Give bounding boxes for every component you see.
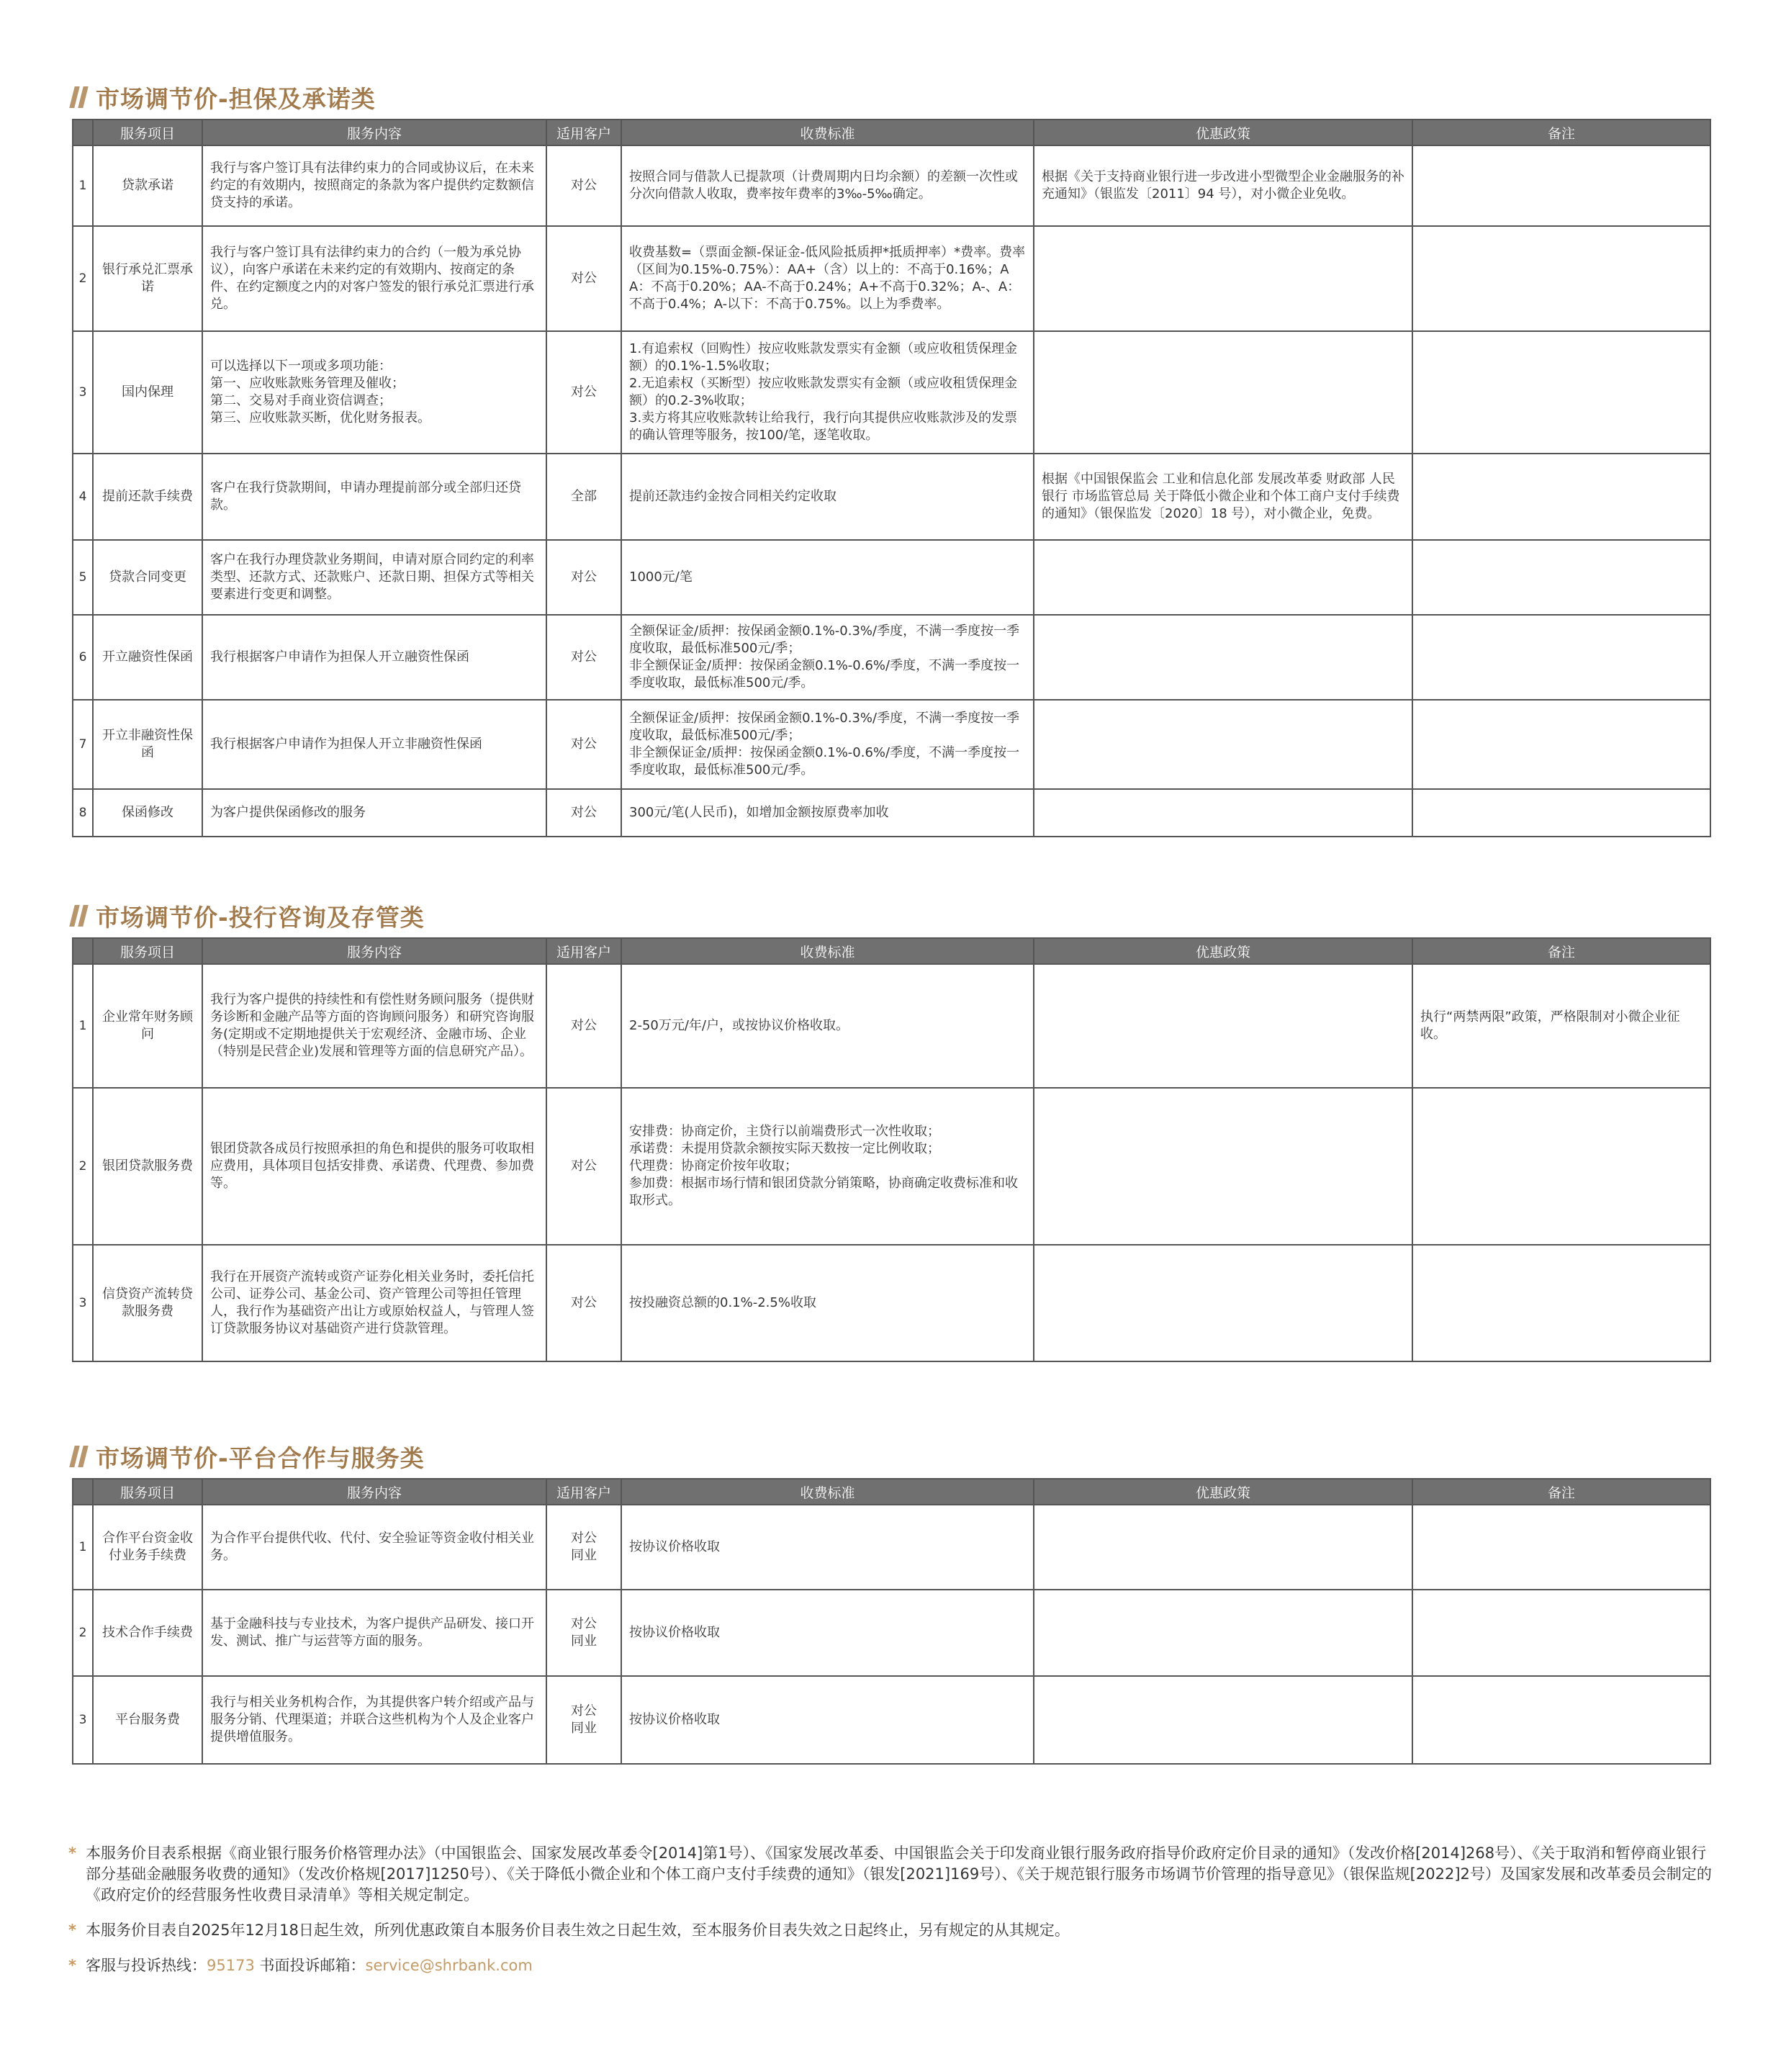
complaint-email[interactable]: service@shrbank.com bbox=[365, 1957, 533, 1974]
table-row bbox=[73, 615, 1710, 700]
service-item: 信贷资产流转贷款服务费 bbox=[93, 1245, 202, 1361]
discount-policy bbox=[1034, 789, 1412, 837]
row-number: 1 bbox=[73, 1505, 93, 1590]
header-fee-standard: 收费标准 bbox=[621, 1479, 1034, 1505]
service-content: 我行在开展资产流转或资产证券化相关业务时，委托信托公司、证券公司、基金公司、资产管理公司等担任管理人，我行作为基础资产出让方或原始权益人，与管理人签订贷款服务协议对基础资产进行贷款管理。 bbox=[202, 1245, 546, 1361]
footnote-contact bbox=[68, 1955, 1713, 1976]
client-type: 对公 bbox=[546, 540, 621, 615]
section-title-text: 市场调节价-投行咨询及存管类 bbox=[96, 903, 425, 932]
service-content: 我行与相关业务机构合作，为其提供客户转介绍或产品与服务分销、代理渠道；并联合这些机构为个人及企业客户提供增值服务。 bbox=[202, 1676, 546, 1764]
header-service-content: 服务内容 bbox=[202, 938, 546, 964]
header-client-type: 适用客户 bbox=[546, 1479, 621, 1505]
fee-standard: 1.有追索权（回购性）按应收账款发票实有金额（或应收租赁保理金额）的0.1%-1.5%收取； 2.无追索权（买断型）按应收账款发票实有金额（或应收租赁保理金额）的0.2-3%收取； 3.卖方将其应收账款转让给我行，我行向其提供应收账款涉及的发票的确认管理等服务，按100/笔，逐笔收取。 bbox=[621, 331, 1034, 454]
header-remark: 备注 bbox=[1412, 1479, 1710, 1505]
asterisk-icon: * bbox=[68, 1844, 76, 1862]
client-type: 对公 bbox=[546, 331, 621, 454]
email-label: 书面投诉邮箱： bbox=[254, 1957, 366, 1974]
row-number: 7 bbox=[73, 700, 93, 789]
client-type: 对公 bbox=[546, 1088, 621, 1245]
remark bbox=[1412, 1245, 1710, 1361]
table-header-row bbox=[73, 938, 1710, 964]
table-row bbox=[73, 1245, 1710, 1361]
discount-policy bbox=[1034, 1676, 1412, 1764]
discount-policy: 根据《关于支持商业银行进一步改进小型微型企业金融服务的补充通知》（银监发〔2011〕94 号），对小微企业免收。 bbox=[1034, 145, 1412, 226]
header-client-type: 适用客户 bbox=[546, 120, 621, 145]
header-discount-policy: 优惠政策 bbox=[1034, 1479, 1412, 1505]
service-content: 我行根据客户申请作为担保人开立融资性保函 bbox=[202, 615, 546, 700]
fee-standard: 安排费：协商定价，主贷行以前端费形式一次性收取； 承诺费：未提用贷款余额按实际天数按一定比例收取； 代理费：协商定价按年收取； 参加费：根据市场行情和银团贷款分销策略，协商确定收费标准和收取形式。 bbox=[621, 1088, 1034, 1245]
section-title-text: 市场调节价-担保及承诺类 bbox=[96, 84, 376, 113]
discount-policy bbox=[1034, 1245, 1412, 1361]
client-type: 对公 bbox=[546, 700, 621, 789]
client-type: 对公 bbox=[546, 145, 621, 226]
row-number: 8 bbox=[73, 789, 93, 837]
remark bbox=[1412, 1088, 1710, 1245]
title-bars-icon bbox=[72, 86, 86, 108]
section-title bbox=[72, 1435, 425, 1478]
service-content: 为合作平台提供代收、代付、安全验证等资金收付相关业务。 bbox=[202, 1505, 546, 1590]
fee-standard: 提前还款违约金按合同相关约定收取 bbox=[621, 454, 1034, 540]
service-content: 可以选择以下一项或多项功能： 第一、应收账款账务管理及催收； 第二、交易对手商业资信调查； 第三、应收账款买断，优化财务报表。 bbox=[202, 331, 546, 454]
remark bbox=[1412, 145, 1710, 226]
footnote-effective-date bbox=[68, 1920, 1713, 1941]
service-item: 贷款承诺 bbox=[93, 145, 202, 226]
table-header-row bbox=[73, 120, 1710, 145]
footnote-text: 本服务价目表自2025年12月18日起生效，所列优惠政策自本服务价目表生效之日起生效，至本服务价目表失效之日起终止，另有规定的从其规定。 bbox=[86, 1922, 1070, 1939]
remark bbox=[1412, 1676, 1710, 1764]
service-content: 为客户提供保函修改的服务 bbox=[202, 789, 546, 837]
table-row bbox=[73, 1088, 1710, 1245]
table-header-row bbox=[73, 1479, 1710, 1505]
fee-standard: 收费基数=（票面金额-保证金-低风险抵质押*抵质押率）*费率。费率（区间为0.15%-0.75%）：AA+（含）以上的：不高于0.16%；AA：不高于0.20%；AA-不高于0.24%；A+不高于0.32%；A-、A：不高于0.4%；A-以下：不高于0.75%。以上为季费率。 bbox=[621, 226, 1034, 331]
footnotes bbox=[68, 1843, 1713, 1991]
remark bbox=[1412, 540, 1710, 615]
asterisk-icon: * bbox=[68, 1922, 76, 1939]
remark bbox=[1412, 226, 1710, 331]
service-item: 银团贷款服务费 bbox=[93, 1088, 202, 1245]
row-number: 3 bbox=[73, 1676, 93, 1764]
service-content: 客户在我行办理贷款业务期间，申请对原合同约定的利率类型、还款方式、还款账户、还款日期、担保方式等相关要素进行变更和调整。 bbox=[202, 540, 546, 615]
header-fee-standard: 收费标准 bbox=[621, 938, 1034, 964]
row-number: 5 bbox=[73, 540, 93, 615]
client-type: 对公 bbox=[546, 226, 621, 331]
remark bbox=[1412, 1505, 1710, 1590]
section-title-text: 市场调节价-平台合作与服务类 bbox=[96, 1443, 425, 1472]
footnote-text: 本服务价目表系根据《商业银行服务价格管理办法》（中国银监会、国家发展改革委令[2014]第1号）、《国家发展改革委、中国银监会关于印发商业银行服务政府指导价政府定价目录的通知》（发改价格[2014]268号）、《关于取消和暂停商业银行部分基础金融服务收费的通知》（发改价格规[2017]1250号）、《关于降低小微企业和个体工商户支付手续费的通知》（银发[2021]169号）、《关于规范银行服务市场调节价管理的指导意见》（银保监规[2022]2号）及国家发展和改革委员会制定的《政府定价的经营服务性收费目录清单》等相关规定制定。 bbox=[86, 1844, 1712, 1904]
table-row bbox=[73, 1590, 1710, 1676]
section-title bbox=[72, 76, 376, 119]
header-number bbox=[73, 1479, 93, 1505]
table-row bbox=[73, 331, 1710, 454]
remark bbox=[1412, 454, 1710, 540]
service-item: 贷款合同变更 bbox=[93, 540, 202, 615]
client-type: 对公 同业 bbox=[546, 1590, 621, 1676]
discount-policy bbox=[1034, 1590, 1412, 1676]
hotline-label: 客服与投诉热线： bbox=[86, 1957, 207, 1974]
service-content: 银团贷款各成员行按照承担的角色和提供的服务可收取相应费用，具体项目包括安排费、承诺费、代理费、参加费等。 bbox=[202, 1088, 546, 1245]
discount-policy bbox=[1034, 331, 1412, 454]
header-service-content: 服务内容 bbox=[202, 120, 546, 145]
remark bbox=[1412, 700, 1710, 789]
row-number: 1 bbox=[73, 145, 93, 226]
title-bars-icon bbox=[72, 905, 86, 927]
discount-policy bbox=[1034, 1088, 1412, 1245]
discount-policy bbox=[1034, 615, 1412, 700]
remark bbox=[1412, 1590, 1710, 1676]
header-remark: 备注 bbox=[1412, 120, 1710, 145]
table-row bbox=[73, 700, 1710, 789]
service-item: 开立融资性保函 bbox=[93, 615, 202, 700]
fee-standard: 300元/笔(人民币)，如增加金额按原费率加收 bbox=[621, 789, 1034, 837]
service-content: 我行为客户提供的持续性和有偿性财务顾问服务（提供财务诊断和金融产品等方面的咨询顾问服务）和研究咨询服务(定期或不定期地提供关于宏观经济、金融市场、企业（特别是民营企业)发展和管理等方面的信息研究产品）。 bbox=[202, 964, 546, 1088]
footnote-regulations bbox=[68, 1843, 1713, 1906]
table-row bbox=[73, 789, 1710, 837]
table-row bbox=[73, 540, 1710, 615]
service-item: 合作平台资金收付业务手续费 bbox=[93, 1505, 202, 1590]
fee-standard: 按协议价格收取 bbox=[621, 1676, 1034, 1764]
header-service-item: 服务项目 bbox=[93, 1479, 202, 1505]
header-client-type: 适用客户 bbox=[546, 938, 621, 964]
header-remark: 备注 bbox=[1412, 938, 1710, 964]
discount-policy bbox=[1034, 964, 1412, 1088]
row-number: 3 bbox=[73, 331, 93, 454]
fee-standard: 按投融资总额的0.1%-2.5%收取 bbox=[621, 1245, 1034, 1361]
fee-table bbox=[72, 937, 1711, 1362]
header-discount-policy: 优惠政策 bbox=[1034, 938, 1412, 964]
service-item: 企业常年财务顾问 bbox=[93, 964, 202, 1088]
table-row bbox=[73, 226, 1710, 331]
client-type: 对公 bbox=[546, 615, 621, 700]
discount-policy bbox=[1034, 540, 1412, 615]
fee-standard: 按协议价格收取 bbox=[621, 1505, 1034, 1590]
header-number bbox=[73, 120, 93, 145]
fee-standard: 按协议价格收取 bbox=[621, 1590, 1034, 1676]
row-number: 2 bbox=[73, 1088, 93, 1245]
row-number: 6 bbox=[73, 615, 93, 700]
discount-policy: 根据《中国银保监会 工业和信息化部 发展改革委 财政部 人民银行 市场监管总局 关于降低小微企业和个体工商户支付手续费的通知》（银保监发〔2020〕18 号），对小微企业，免费。 bbox=[1034, 454, 1412, 540]
client-type: 全部 bbox=[546, 454, 621, 540]
asterisk-icon: * bbox=[68, 1957, 76, 1974]
table-row bbox=[73, 964, 1710, 1088]
client-type: 对公 bbox=[546, 964, 621, 1088]
service-item: 保函修改 bbox=[93, 789, 202, 837]
hotline-number[interactable]: 95173 bbox=[207, 1957, 255, 1974]
row-number: 2 bbox=[73, 226, 93, 331]
remark bbox=[1412, 331, 1710, 454]
service-item: 平台服务费 bbox=[93, 1676, 202, 1764]
client-type: 对公 bbox=[546, 1245, 621, 1361]
header-number bbox=[73, 938, 93, 964]
header-service-content: 服务内容 bbox=[202, 1479, 546, 1505]
service-content: 基于金融科技与专业技术，为客户提供产品研发、接口开发、测试、推广与运营等方面的服务。 bbox=[202, 1590, 546, 1676]
fee-standard: 按照合同与借款人已提款项（计费周期内日均余额）的差额一次性或分次向借款人收取，费率按年费率的3‰-5‰确定。 bbox=[621, 145, 1034, 226]
fee-standard: 全额保证金/质押：按保函金额0.1%-0.3%/季度，不满一季度按一季度收取，最低标准500元/季； 非全额保证金/质押：按保函金额0.1%-0.6%/季度，不满一季度按一季度收取，最低标准500元/季。 bbox=[621, 615, 1034, 700]
service-item: 技术合作手续费 bbox=[93, 1590, 202, 1676]
row-number: 3 bbox=[73, 1245, 93, 1361]
discount-policy bbox=[1034, 226, 1412, 331]
table-row bbox=[73, 1505, 1710, 1590]
service-content: 我行与客户签订具有法律约束力的合同或协议后，在未来约定的有效期内，按照商定的条款为客户提供约定数额信贷支持的承诺。 bbox=[202, 145, 546, 226]
discount-policy bbox=[1034, 700, 1412, 789]
row-number: 1 bbox=[73, 964, 93, 1088]
fee-table bbox=[72, 1478, 1711, 1765]
client-type: 对公 bbox=[546, 789, 621, 837]
table-row bbox=[73, 145, 1710, 226]
discount-policy bbox=[1034, 1505, 1412, 1590]
section-title bbox=[72, 894, 425, 937]
title-bars-icon bbox=[72, 1446, 86, 1467]
service-item: 开立非融资性保函 bbox=[93, 700, 202, 789]
fee-table bbox=[72, 119, 1711, 837]
service-item: 提前还款手续费 bbox=[93, 454, 202, 540]
row-number: 4 bbox=[73, 454, 93, 540]
client-type: 对公 同业 bbox=[546, 1505, 621, 1590]
remark bbox=[1412, 789, 1710, 837]
client-type: 对公 同业 bbox=[546, 1676, 621, 1764]
table-row bbox=[73, 1676, 1710, 1764]
header-service-item: 服务项目 bbox=[93, 938, 202, 964]
fee-standard: 2-50万元/年/户，或按协议价格收取。 bbox=[621, 964, 1034, 1088]
service-item: 银行承兑汇票承诺 bbox=[93, 226, 202, 331]
row-number: 2 bbox=[73, 1590, 93, 1676]
remark: 执行“两禁两限”政策，严格限制对小微企业征收。 bbox=[1412, 964, 1710, 1088]
service-content: 客户在我行贷款期间，申请办理提前部分或全部归还贷款。 bbox=[202, 454, 546, 540]
fee-standard: 1000元/笔 bbox=[621, 540, 1034, 615]
service-content: 我行与客户签订具有法律约束力的合约（一般为承兑协议），向客户承诺在未来约定的有效期内、按商定的条件、在约定额度之内的对客户签发的银行承兑汇票进行承兑。 bbox=[202, 226, 546, 331]
contact-line bbox=[86, 1955, 1713, 1976]
header-fee-standard: 收费标准 bbox=[621, 120, 1034, 145]
fee-standard: 全额保证金/质押：按保函金额0.1%-0.3%/季度，不满一季度按一季度收取，最低标准500元/季； 非全额保证金/质押：按保函金额0.1%-0.6%/季度，不满一季度按一季度收取，最低标准500元/季。 bbox=[621, 700, 1034, 789]
service-content: 我行根据客户申请作为担保人开立非融资性保函 bbox=[202, 700, 546, 789]
service-item: 国内保理 bbox=[93, 331, 202, 454]
remark bbox=[1412, 615, 1710, 700]
header-service-item: 服务项目 bbox=[93, 120, 202, 145]
header-discount-policy: 优惠政策 bbox=[1034, 120, 1412, 145]
table-row bbox=[73, 454, 1710, 540]
